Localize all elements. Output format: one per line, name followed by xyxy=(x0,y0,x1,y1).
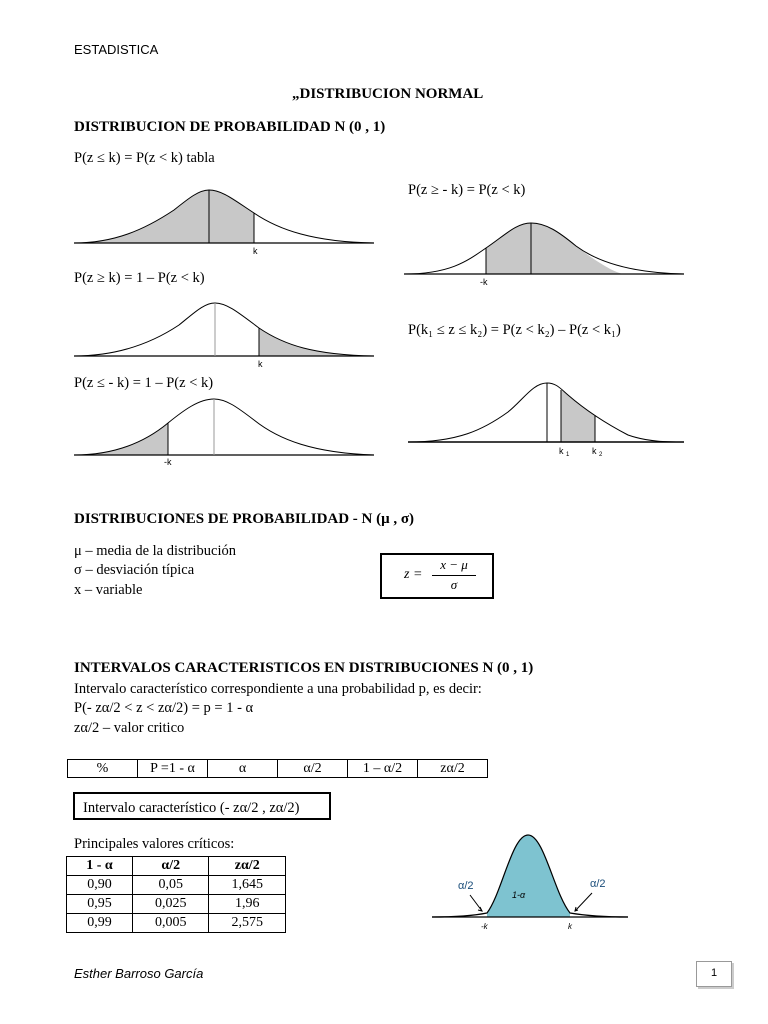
def-mu: μ – media de la distribución xyxy=(74,543,236,559)
table-cell: α/2 xyxy=(278,760,348,778)
label-k2-sub: 2 xyxy=(599,452,603,458)
table-cell: P =1 - α xyxy=(138,760,208,778)
formula-p-le-k: P(z ≤ k) = P(z < k) tabla xyxy=(74,150,215,166)
label-k: k xyxy=(253,246,258,256)
table-header-row xyxy=(67,857,286,876)
interval-box: Intervalo característico (- zα/2 , zα/2) xyxy=(73,792,331,820)
table-row xyxy=(68,760,488,778)
def-sigma: σ – desviación típica xyxy=(74,562,195,578)
critical-region-figure xyxy=(432,825,632,935)
section-title-n01: DISTRIBUCION DE PROBABILIDAD N (0 , 1) xyxy=(74,119,386,135)
label-k2: k xyxy=(592,446,597,456)
table-cell: α xyxy=(208,760,278,778)
page-title: „DISTRIBUCION NORMAL xyxy=(292,86,484,102)
fraction-bar xyxy=(432,575,476,576)
z-score-formula-box xyxy=(380,553,494,599)
label-alpha-left: α/2 xyxy=(458,880,474,892)
normal-curve-ge-neg-k xyxy=(404,218,684,293)
table-header-cell: 1 - α xyxy=(67,857,133,876)
table-cell: 0,05 xyxy=(132,876,209,895)
table-row xyxy=(67,895,286,914)
normal-curve-le-k xyxy=(74,185,374,260)
interval-header-table xyxy=(67,759,488,778)
normal-curve-ge-k xyxy=(74,300,374,375)
page-number-badge xyxy=(696,961,732,987)
table-cell: 0,95 xyxy=(67,895,133,914)
label-k1: k xyxy=(559,446,564,456)
table-cell: 0,90 xyxy=(67,876,133,895)
table-header-cell: α/2 xyxy=(132,857,209,876)
normal-curve-between xyxy=(408,380,688,460)
page-number: 1 xyxy=(710,967,718,979)
document-header-label: ESTADISTICA xyxy=(74,42,159,57)
label-neg-k: -k xyxy=(480,277,488,287)
author-name: Esther Barroso García xyxy=(74,966,204,981)
central-area xyxy=(487,835,570,917)
section-title-intervals: INTERVALOS CARACTERISTICOS EN DISTRIBUCIONES N (0 , 1) xyxy=(74,660,534,676)
table-cell: 1,645 xyxy=(209,876,286,895)
z-numerator: x − μ xyxy=(440,557,468,572)
label-center: 1-α xyxy=(512,890,526,900)
label-alpha-right: α/2 xyxy=(590,878,606,890)
z-lhs: z = xyxy=(404,567,423,582)
section-title-nmusigma: DISTRIBUCIONES DE PROBABILIDAD - N (μ , σ) xyxy=(74,511,415,527)
critical-value-def: zα/2 – valor critico xyxy=(74,720,185,736)
table-header-cell: zα/2 xyxy=(209,857,286,876)
label-fig-k: k xyxy=(568,922,572,931)
bell-curve xyxy=(74,399,374,455)
table-cell: 1,96 xyxy=(209,895,286,914)
label-k1-sub: 1 xyxy=(566,452,570,458)
shaded-area xyxy=(259,328,374,356)
formula-p-ge-neg-k: P(z ≥ - k) = P(z < k) xyxy=(408,182,526,198)
label-neg-k: -k xyxy=(164,457,172,467)
table-cell: % xyxy=(68,760,138,778)
interval-probability: P(- zα/2 < z < zα/2) = p = 1 - α xyxy=(74,700,254,716)
table-cell: 0,99 xyxy=(67,914,133,933)
normal-curve-le-neg-k xyxy=(74,395,374,470)
table-cell: zα/2 xyxy=(418,760,488,778)
table-cell: 0,025 xyxy=(132,895,209,914)
table-row xyxy=(67,914,286,933)
critical-values-table xyxy=(66,856,286,933)
shaded-area xyxy=(74,423,168,455)
table-row xyxy=(67,876,286,895)
table-cell: 1 – α/2 xyxy=(348,760,418,778)
z-denominator: σ xyxy=(450,577,458,592)
interval-description: Intervalo característico correspondiente a una probabilidad p, es decir: xyxy=(74,681,482,697)
def-x: x – variable xyxy=(74,582,143,598)
shaded-area xyxy=(561,390,595,442)
table-cell: 0,005 xyxy=(132,914,209,933)
formula-p-between-k1-k2: P(k₁ ≤ z ≤ k₂) = P(z < k₂) – P(z < k₁) xyxy=(408,322,621,338)
formula-p-le-neg-k: P(z ≤ - k) = 1 – P(z < k) xyxy=(74,375,214,391)
critical-values-caption: Principales valores críticos: xyxy=(74,836,235,852)
bell-curve xyxy=(408,383,684,442)
label-k: k xyxy=(258,359,263,369)
bell-curve xyxy=(74,303,374,356)
table-cell: 2,575 xyxy=(209,914,286,933)
formula-p-ge-k: P(z ≥ k) = 1 – P(z < k) xyxy=(74,270,205,286)
label-fig-neg-k: -k xyxy=(481,922,488,931)
